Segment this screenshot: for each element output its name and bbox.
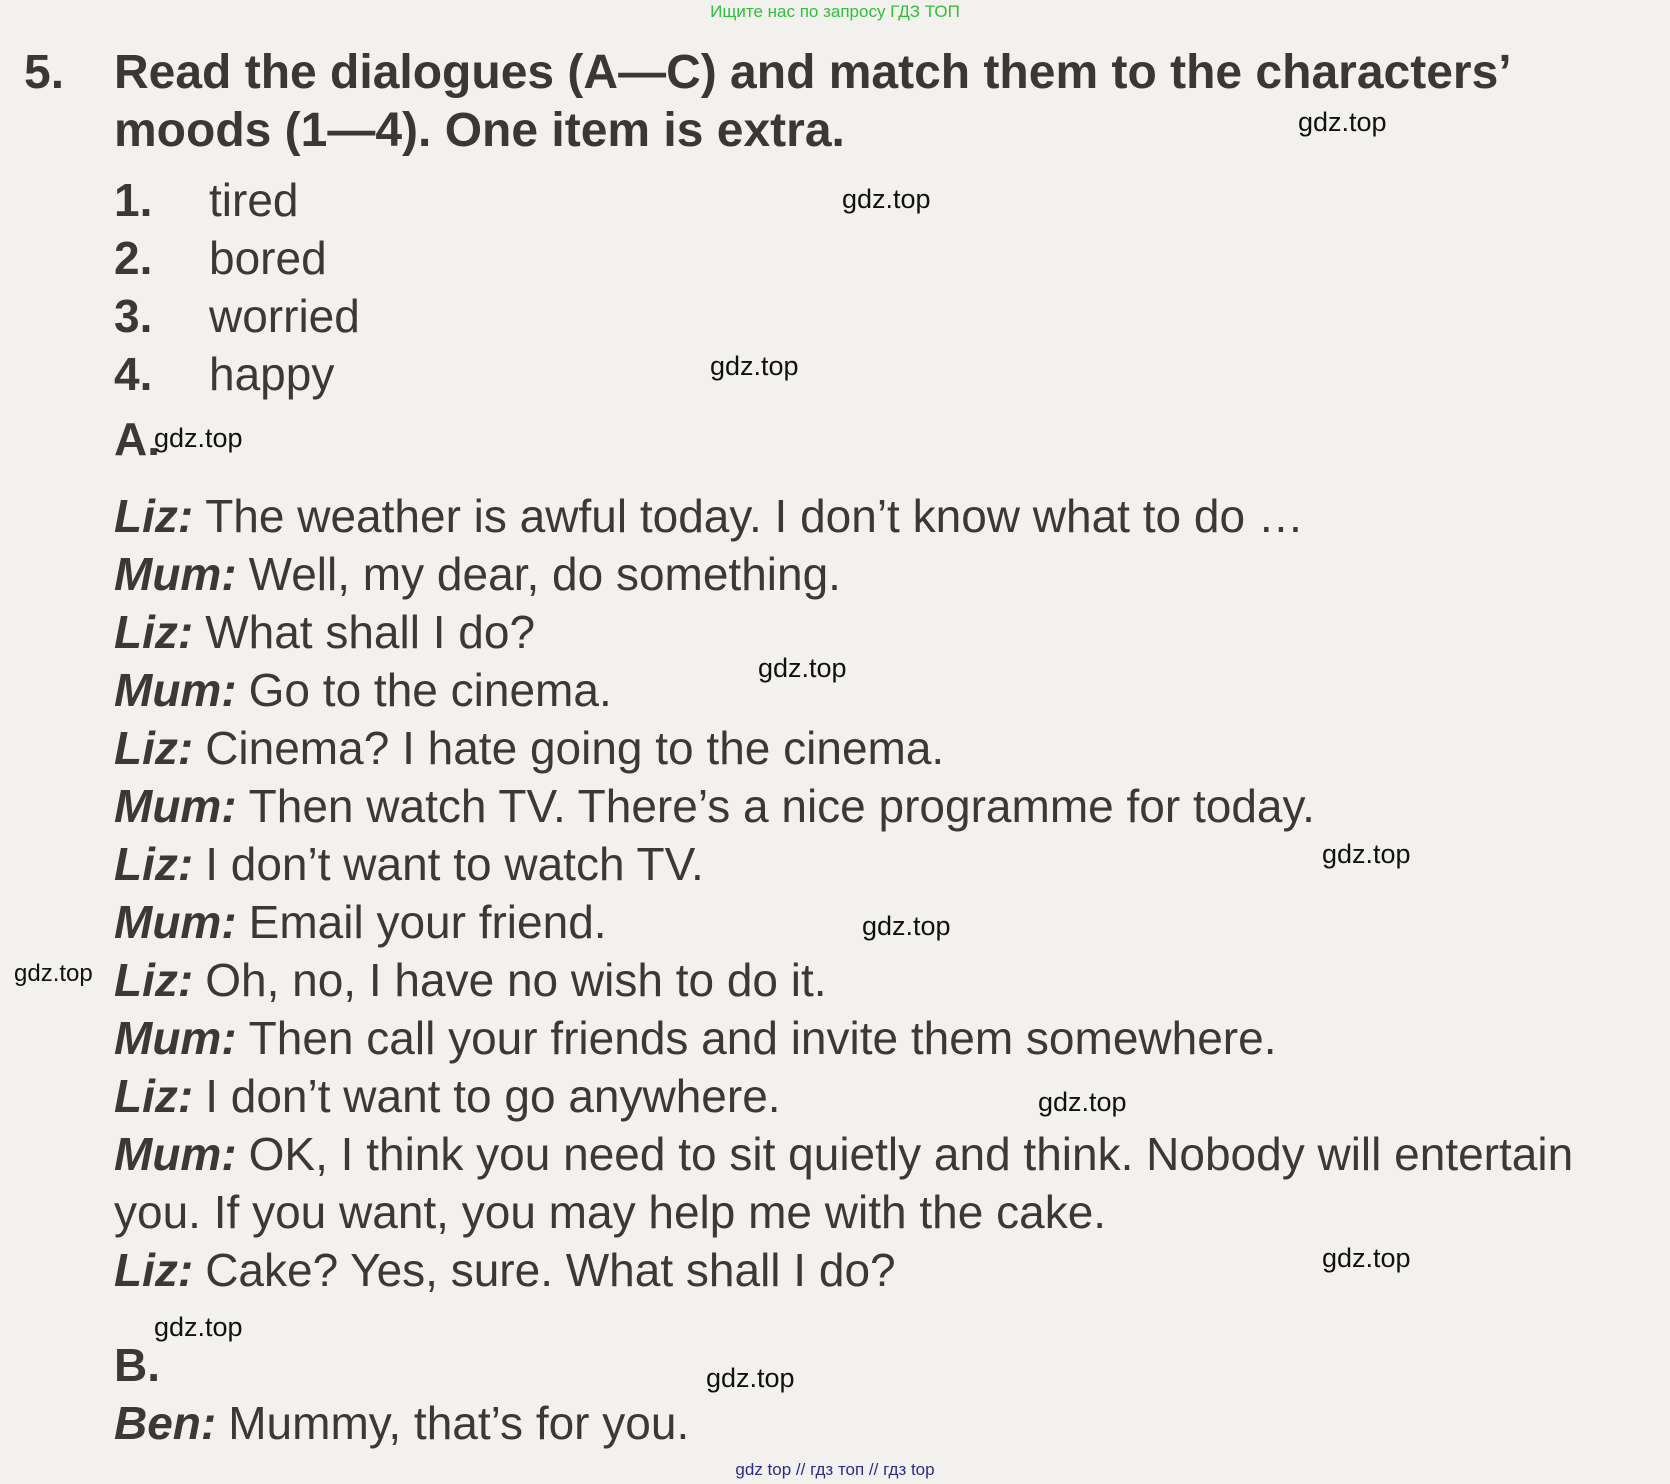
watermark: gdz.top	[758, 653, 847, 683]
speaker: Liz:	[114, 490, 194, 542]
mood-number: 3.	[114, 290, 153, 342]
bottom-banner: gdz top // гдз топ // гдз top	[735, 1460, 935, 1479]
mood-text: worried	[209, 290, 360, 342]
speaker: Mum:	[114, 1012, 237, 1064]
watermark: gdz.top	[842, 184, 931, 214]
watermark: gdz.top	[710, 351, 799, 381]
line-text: Cake? Yes, sure. What shall I do?	[205, 1244, 896, 1296]
mood-number: 4.	[114, 348, 153, 400]
dialogue-line	[114, 951, 1644, 1009]
line-text: OK, I think you need to sit quietly and think. Nobody will entertain you. If you want, you may help me with the cake.	[114, 1128, 1574, 1238]
line-text: Then watch TV. There’s a nice programme for today.	[248, 780, 1315, 832]
speaker: Liz:	[114, 606, 194, 658]
watermark: gdz.top	[706, 1363, 795, 1393]
top-banner: Ищите нас по запросу ГДЗ ТОП	[710, 2, 960, 21]
dialogue-line	[114, 1125, 1644, 1241]
dialogue-line	[114, 545, 1644, 603]
line-text: Email your friend.	[248, 896, 607, 948]
watermark: gdz.top	[1322, 1243, 1411, 1273]
list-item	[114, 287, 360, 345]
dialogue-line	[114, 1009, 1644, 1067]
list-item	[114, 171, 360, 229]
dialogue-b	[114, 1394, 689, 1452]
watermark: gdz.top	[1298, 107, 1387, 137]
list-item	[114, 229, 360, 287]
dialogue-line	[114, 777, 1644, 835]
speaker: Ben:	[114, 1397, 217, 1449]
speaker: Liz:	[114, 1244, 194, 1296]
watermark: gdz.top	[1322, 839, 1411, 869]
speaker: Mum:	[114, 1128, 237, 1180]
watermark: gdz.top	[14, 960, 93, 987]
list-item	[114, 345, 360, 403]
speaker: Mum:	[114, 896, 237, 948]
exercise-instruction: Read the dialogues (A—C) and match them to the characters’ moods (1—4). One item is extra.	[114, 46, 1509, 157]
speaker: Liz:	[114, 722, 194, 774]
line-text: I don’t want to go anywhere.	[205, 1070, 781, 1122]
watermark: gdz.top	[862, 911, 951, 941]
line-text: I don’t want to watch TV.	[205, 838, 704, 890]
watermark: gdz.top	[154, 423, 243, 453]
line-text: The weather is awful today. I don’t know what to do …	[205, 490, 1304, 542]
line-text: Mummy, that’s for you.	[228, 1397, 690, 1449]
section-b-label: B.	[114, 1339, 160, 1391]
dialogue-line	[114, 1241, 1644, 1299]
speaker: Mum:	[114, 780, 237, 832]
dialogue-line	[114, 1394, 689, 1452]
dialogue-line	[114, 487, 1644, 545]
line-text: Oh, no, I have no wish to do it.	[205, 954, 827, 1006]
moods-list	[114, 171, 360, 403]
dialogue-line	[114, 835, 1644, 893]
mood-text: tired	[209, 174, 299, 226]
line-text: Then call your friends and invite them somewhere.	[248, 1012, 1277, 1064]
speaker: Mum:	[114, 664, 237, 716]
dialogue-line	[114, 1067, 1644, 1125]
speaker: Liz:	[114, 838, 194, 890]
mood-number: 2.	[114, 232, 153, 284]
section-a-label: A.	[114, 413, 160, 465]
speaker: Liz:	[114, 1070, 194, 1122]
mood-number: 1.	[114, 174, 153, 226]
speaker: Liz:	[114, 954, 194, 1006]
line-text: Cinema? I hate going to the cinema.	[205, 722, 945, 774]
dialogue-line	[114, 719, 1644, 777]
mood-text: happy	[209, 348, 335, 400]
speaker: Mum:	[114, 548, 237, 600]
exercise-number: 5.	[24, 46, 65, 99]
watermark: gdz.top	[154, 1312, 243, 1342]
line-text: Go to the cinema.	[248, 664, 612, 716]
mood-text: bored	[209, 232, 327, 284]
dialogue-a	[114, 487, 1644, 1299]
line-text: What shall I do?	[205, 606, 536, 658]
watermark: gdz.top	[1038, 1087, 1127, 1117]
dialogue-line	[114, 603, 1644, 661]
dialogue-line	[114, 661, 1644, 719]
line-text: Well, my dear, do something.	[248, 548, 841, 600]
